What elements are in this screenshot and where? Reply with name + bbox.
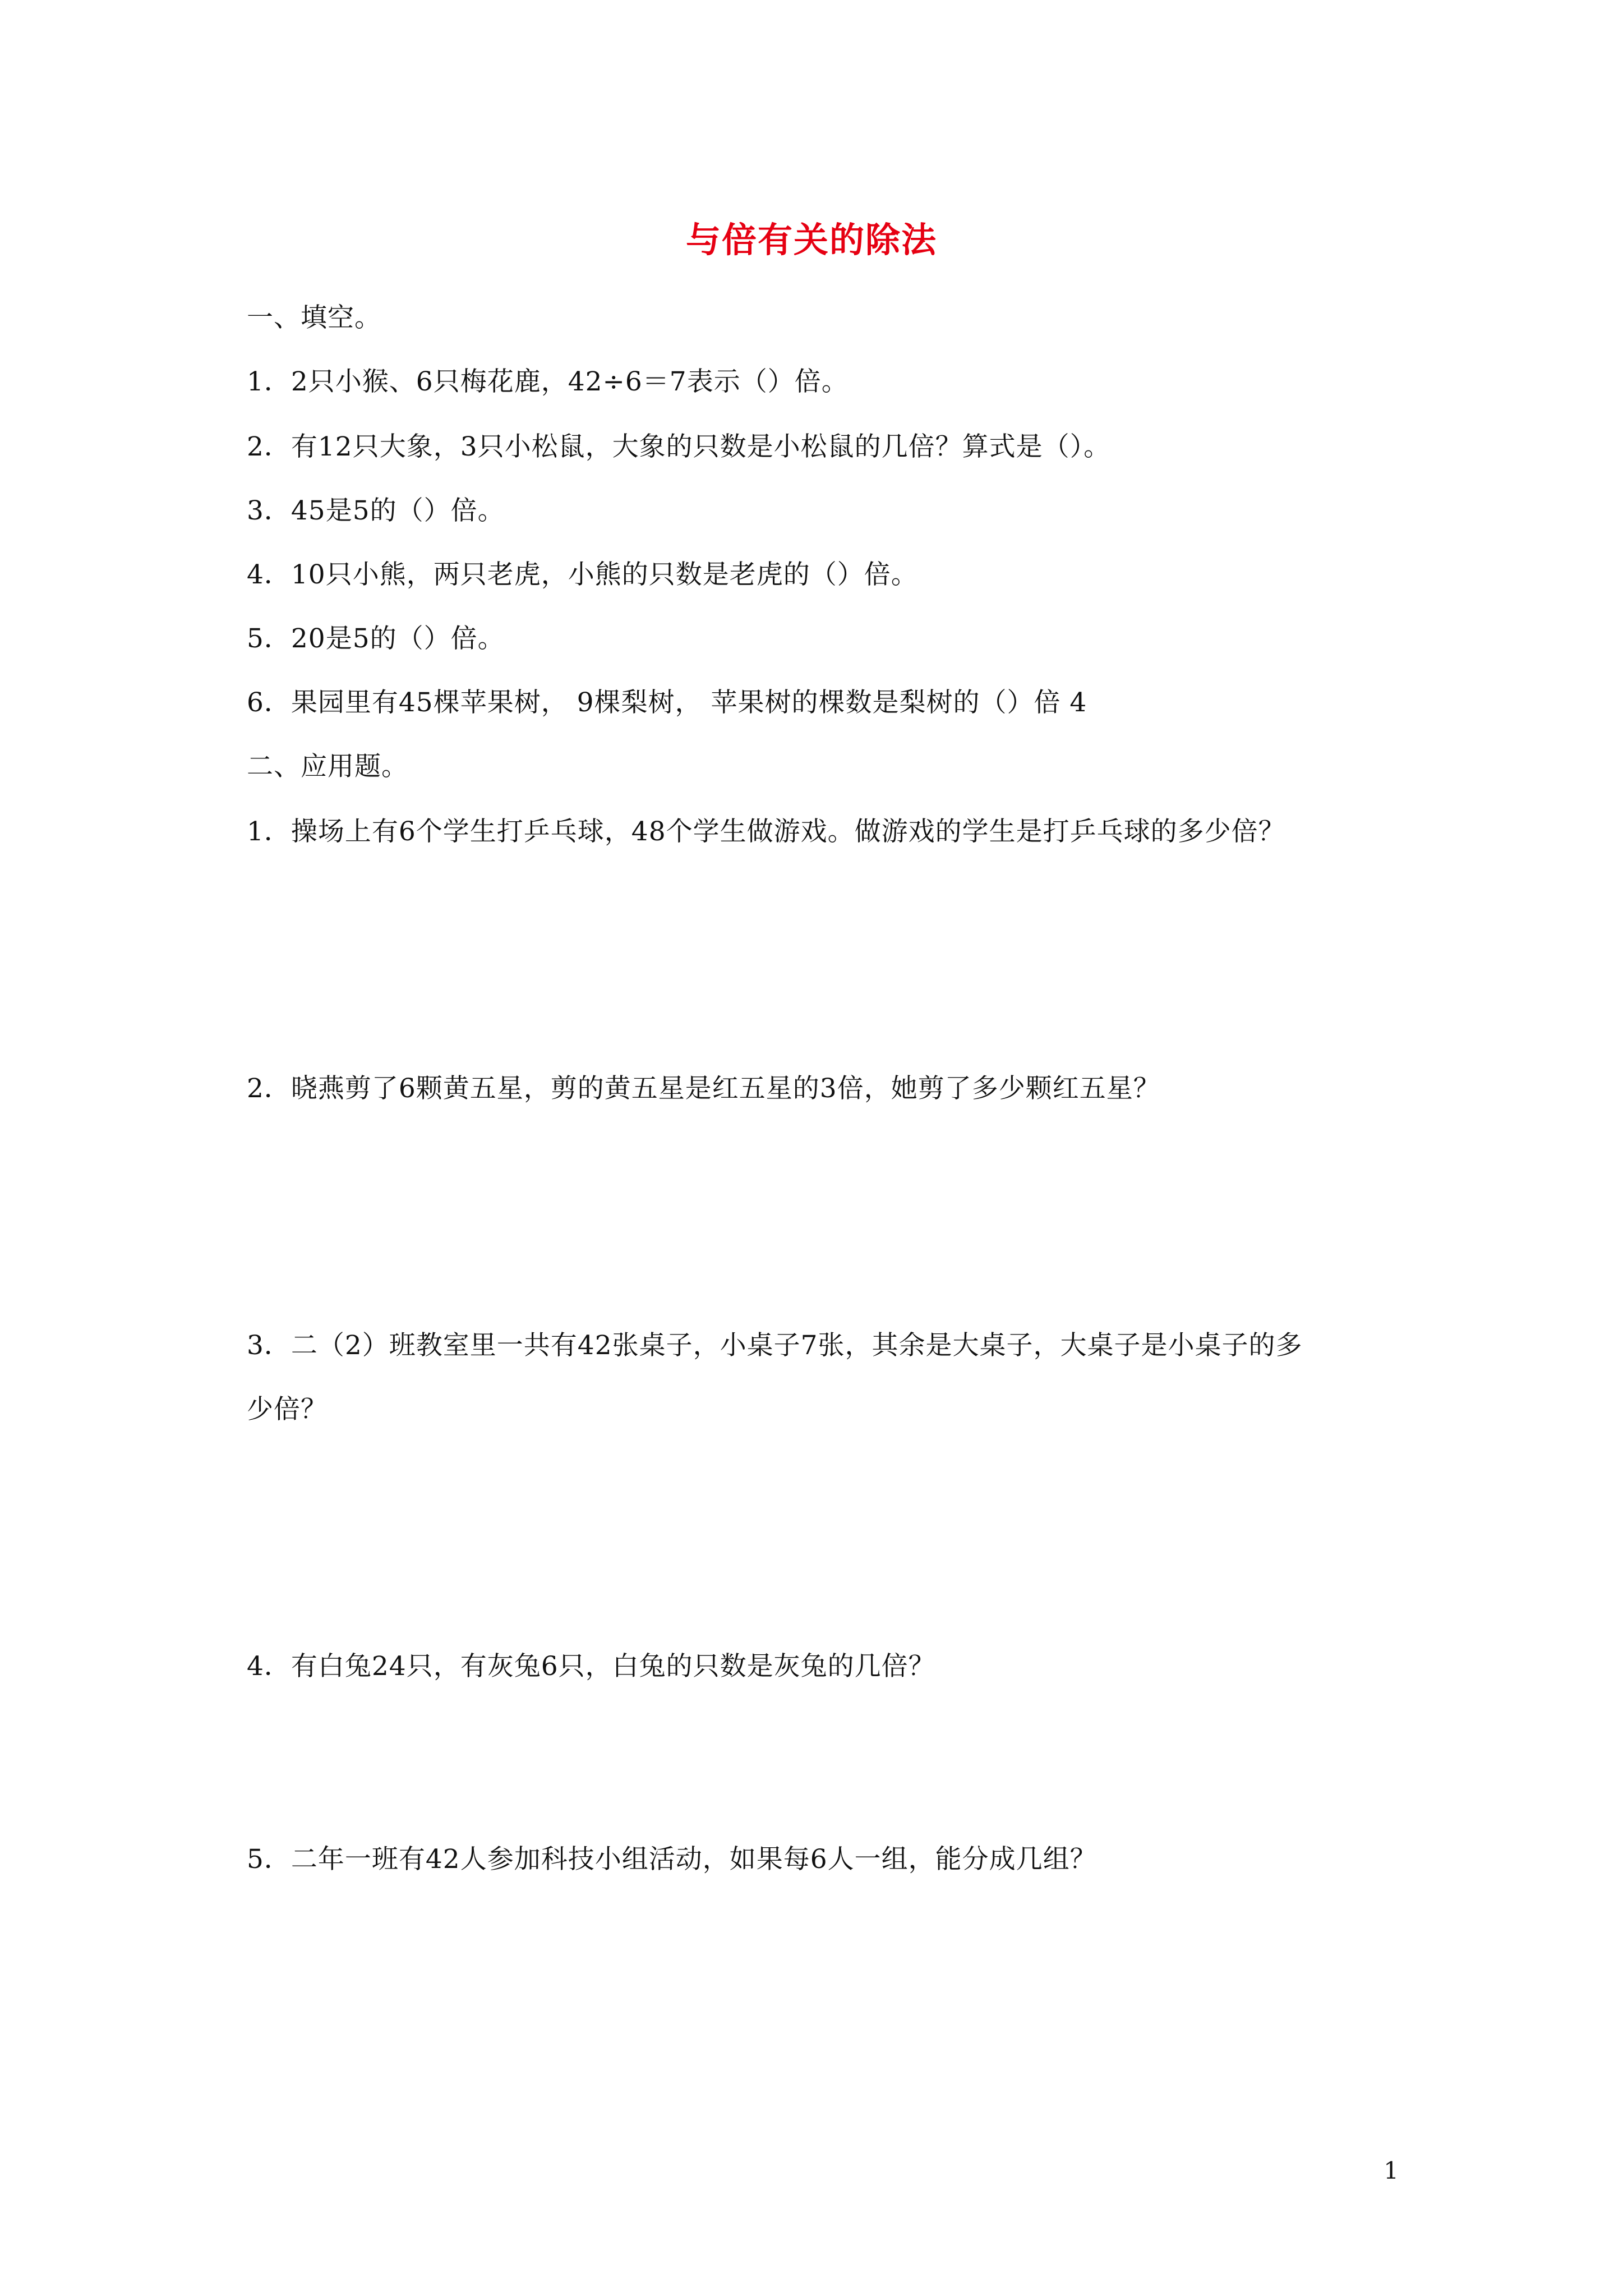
- application-item-2: 2．晓燕剪了6颗黄五星，剪的黄五星是红五星的3倍，她剪了多少颗红五星？: [247, 1073, 1160, 1104]
- section-heading-application: 二、应用题。: [247, 751, 408, 782]
- page-number: 1: [1384, 2157, 1399, 2184]
- application-item-3-continued: 少倍？: [247, 1394, 328, 1425]
- section-heading-fill-blank: 一、填空。: [247, 302, 381, 333]
- fill-blank-item-1: 1．2只小猴、6只梅花鹿，42÷6＝7表示（）倍。: [247, 366, 849, 397]
- application-item-3: 3．二（2）班教室里一共有42张桌子，小桌子7张，其余是大桌子，大桌子是小桌子的多: [247, 1330, 1303, 1361]
- application-item-1: 1．操场上有6个学生打乒乓球，48个学生做游戏。做游戏的学生是打乒乓球的多少倍？: [247, 816, 1285, 847]
- application-item-4: 4．有白兔24只，有灰兔6只，白兔的只数是灰兔的几倍？: [247, 1651, 935, 1682]
- fill-blank-item-3: 3．45是5的（）倍。: [247, 495, 505, 526]
- application-item-5: 5．二年一班有42人参加科技小组活动，如果每6人一组，能分成几组？: [247, 1844, 1097, 1875]
- document-title: 与倍有关的除法: [685, 219, 937, 260]
- fill-blank-item-2: 2．有12只大象，3只小松鼠，大象的只数是小松鼠的几倍？算式是（）。: [247, 431, 1111, 462]
- fill-blank-item-4: 4．10只小熊，两只老虎，小熊的只数是老虎的（）倍。: [247, 559, 918, 590]
- fill-blank-item-6: 6．果园里有45棵苹果树， 9棵梨树， 苹果树的棵数是梨树的（）倍 4: [247, 687, 1087, 718]
- fill-blank-item-5: 5．20是5的（）倍。: [247, 623, 505, 654]
